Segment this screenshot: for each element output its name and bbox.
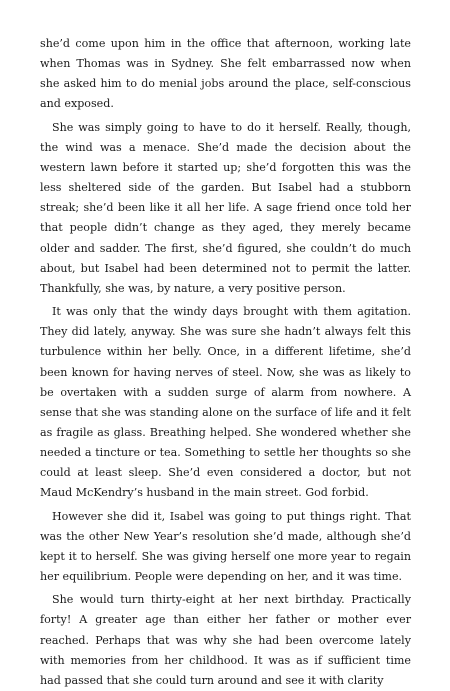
- paragraph: She would turn thirty-eight at her next birthday. Practically forty! A greater age than either her father or mother ever reached. Perhaps that was why she had been overcome lately with memories from her childhood. It was as if sufficient time had passed that she could turn around and see it with clarity: [40, 593, 411, 687]
- paragraph: She was simply going to have to do it herself. Really, though, the wind was a menace. She’d made the decision about the western lawn before it started up; she’d forgotten this was the less sheltered side of the garden. But Isabel had a stubborn streak; she’d been like it all her life. A sage friend once told her that people didn’t change as they aged, they merely became older and sadder. The first, she’d figured, she couldn’t do much about, but Isabel had been determined not to permit the latter. Thankfully, she was, by nature, a very positive person.: [40, 120, 411, 295]
- paragraph: However she did it, Isabel was going to put things right. That was the other New Year’s resolution she’d made, although she’d kept it to herself. She was giving herself one more year to regain her equilibrium. People were depending on her, and it was time.: [40, 509, 411, 584]
- paragraph: It was only that the windy days brought with them agitation. They did lately, anyway. She was sure she hadn’t always felt this turbulence within her belly. Once, in a different lifetime, she’d been known for having nerves of steel. Now, she was as likely to be overtaken with a sudden surge of alarm from nowhere. A sense that she was standing alone on the surface of life and it felt as fragile as glass. Breathing helped. She wondered whether she needed a tincture or tea. Something to settle her thoughts so she could at least sleep. She’d even considered a doctor, but not Maud McKendry’s husband in the main street. God forbid.: [40, 305, 411, 500]
- book-page-text: [40, 34, 411, 691]
- paragraph-continued: she’d come upon him in the office that afternoon, working late when Thomas was in Sydney. She felt embarrassed now when she asked him to do menial jobs around the place, self-conscious and exposed.: [40, 37, 411, 111]
